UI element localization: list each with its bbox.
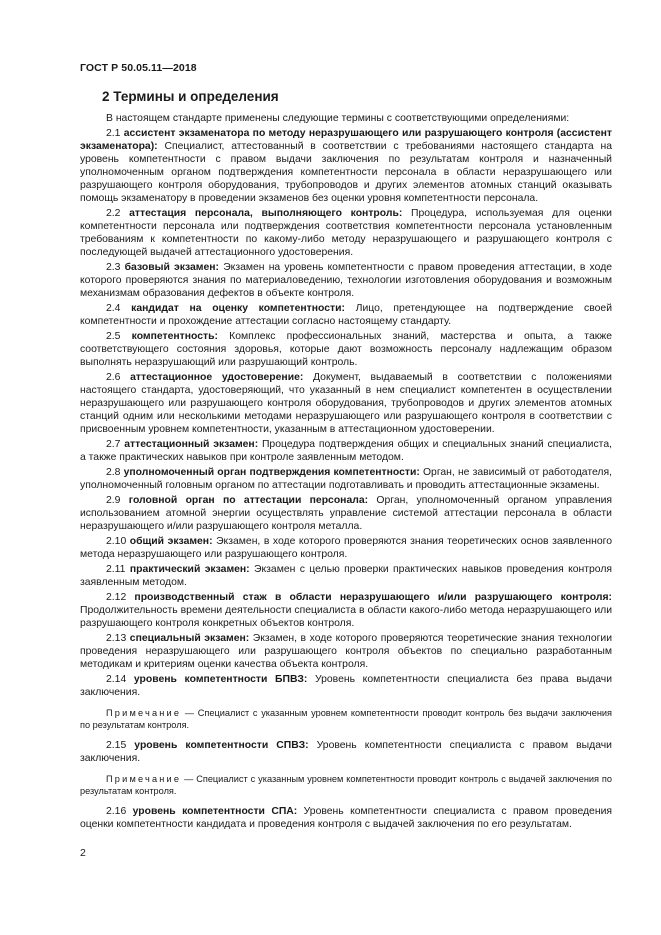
note-label: Примечание xyxy=(106,774,182,784)
term-name: производственный стаж в области неразрушающего и/или разрушающего контроля: xyxy=(134,592,613,603)
page-number: 2 xyxy=(80,847,86,859)
term-entry xyxy=(80,805,612,831)
term-definition: Процедура, используемая для оценки компетентности персонала или подтверждения соответствия компетентности персонала установленным требованиям к компетентности по какому-либо методу неразрушающего и разрушающего контроля с последующей выдачей аттестационного удостоверения. xyxy=(80,208,612,258)
term-entry xyxy=(80,673,612,699)
term-number: 2.8 xyxy=(106,467,121,478)
note-text: — Специалист с указанным уровнем компетентности проводит контроль без выдачи заключения по результатам контроля. xyxy=(80,708,612,730)
term-entry xyxy=(80,330,612,369)
term-name: общий экзамен: xyxy=(129,536,213,547)
term-entry xyxy=(80,535,612,561)
section-title: 2 Термины и определения xyxy=(102,89,279,104)
term-definition: Экзамен, в ходе которого проверяются знания теоретических основ заявленного метода неразрушающего или разрушающего контроля. xyxy=(80,536,612,560)
term-name: аттестационный экзамен: xyxy=(124,439,259,450)
term-entry xyxy=(80,494,612,533)
term-name: уровень компетентности БПВЗ: xyxy=(133,674,308,685)
term-number: 2.4 xyxy=(106,303,121,314)
term-number: 2.13 xyxy=(106,633,127,644)
term-note xyxy=(80,707,612,731)
term-entry xyxy=(80,739,612,765)
term-name: кандидат на оценку компетентности: xyxy=(131,303,345,314)
term-definition: Специалист, аттестованный в соответствии с требованиями настоящего стандарта на уровень компетентности с правом выдачи заключения по результатам контроля и назначенный уполномоченным органом подтверждения компетентности персонала в области неразрушающего или разрушающего контроля оборудования, трубопроводов и других элементов атомных станций оказывать помощь экзаменатору в проведении экзаменов без оценки уровня компетентности персонала. xyxy=(80,141,613,204)
term-number: 2.3 xyxy=(106,262,121,273)
term-definition: Уровень компетентности специалиста без права выдачи заключения. xyxy=(80,674,613,698)
term-entry xyxy=(80,371,612,436)
document-body xyxy=(80,88,612,833)
term-entry xyxy=(80,466,612,492)
term-definition: Орган, не зависимый от работодателя, уполномоченный головным органом по аттестации подготавливать и проводить аттестационные экзамены. xyxy=(80,467,613,491)
term-name: базовый экзамен: xyxy=(124,262,219,273)
term-name: компетентность: xyxy=(131,331,218,342)
note-label: Примечание xyxy=(106,708,182,718)
term-definition: Экзамен на уровень компетентности с правом проведения аттестации, в ходе которого проверяются знания по материаловедению, технологии изготовления оборудования и возможным механизмам образования дефектов в объекте контроля. xyxy=(80,262,613,299)
term-entry xyxy=(80,127,612,205)
term-definition: Документ, выдаваемый в соответствии с положениями настоящего стандарта, удостоверяющий, что указанный в нем специалист компетентен в осуществлении неразрушающего или разрушающего контроля оборудования, трубопроводов и других элементов атомных станций одним или несколькими методами неразрушающего или разрушающего контроля в соответствии с присвоенным уровнем компетентности, указанным в аттестационном удостоверении. xyxy=(80,372,612,435)
term-definition: Экзамен, в ходе которого проверяются теоретические знания технологии проведения неразрушающего или разрушающего контроля объектов по специально разработанным методикам и критериям оценки качества объекта контроля. xyxy=(80,633,613,670)
term-entry xyxy=(80,632,612,671)
term-number: 2.2 xyxy=(106,208,121,219)
term-number: 2.10 xyxy=(106,536,127,547)
term-name: головной орган по аттестации персонала: xyxy=(128,495,369,506)
term-note xyxy=(80,773,612,797)
term-number: 2.5 xyxy=(106,331,121,342)
term-name: уровень компетентности СПА: xyxy=(132,806,298,817)
term-number: 2.15 xyxy=(106,740,127,751)
terms-list xyxy=(80,127,612,831)
term-definition: Уровень компетентности специалиста с правом выдачи заключения. xyxy=(80,740,612,764)
term-name: практический экзамен: xyxy=(129,564,250,575)
term-name: аттестация персонала, выполняющего контроль: xyxy=(129,208,403,219)
term-definition: Орган, уполномоченный органом управления использованием атомной энергии осуществлять управление системой аттестации персонала в области неразрушающего и/или разрушающего контроля металла. xyxy=(80,495,613,532)
term-entry xyxy=(80,438,612,464)
term-name: ассистент экзаменатора по методу неразрушающего или разрушающего контроля (ассистент экзаменатора): xyxy=(80,128,612,152)
term-entry xyxy=(80,591,612,630)
term-number: 2.1 xyxy=(106,128,121,139)
term-number: 2.14 xyxy=(106,674,127,685)
term-definition: Уровень компетентности специалиста с правом проведения оценки компетентности кандидата и проведения контроля с выдачей заключения по его результатам. xyxy=(80,806,613,830)
term-definition: Процедура подтверждения общих и специальных знаний специалиста, а также практических навыков при контроле заявленным методом. xyxy=(80,439,612,463)
term-entry xyxy=(80,563,612,589)
term-name: аттестационное удостоверение: xyxy=(130,372,304,383)
term-number: 2.16 xyxy=(106,806,127,817)
term-number: 2.12 xyxy=(106,592,127,603)
term-entry xyxy=(80,207,612,259)
term-definition: Продолжительность времени деятельности специалиста в области какого-либо метода неразрушающего или разрушающего контроля конкретных объектов контроля. xyxy=(80,605,612,629)
term-entry xyxy=(80,302,612,328)
term-number: 2.9 xyxy=(106,495,121,506)
term-name: уровень компетентности СПВЗ: xyxy=(134,740,309,751)
document-code: ГОСТ Р 50.05.11—2018 xyxy=(80,62,197,74)
term-definition: Экзамен с целью проверки практических навыков проведения контроля заявленным методом. xyxy=(80,564,613,588)
term-name: специальный экзамен: xyxy=(129,633,250,644)
term-definition: Комплекс профессиональных знаний, мастерства и опыта, а также соответствующего состояния здоровья, которые дают возможность персоналу надлежащим образом выполнять неразрушающий или разрушающий контроль. xyxy=(80,331,613,368)
term-entry xyxy=(80,261,612,300)
term-name: уполномоченный орган подтверждения компетентности: xyxy=(123,467,420,478)
note-text: — Специалист с указанным уровнем компетентности проводит контроль с выдачей заключения по результатам контроля. xyxy=(80,774,612,796)
term-number: 2.11 xyxy=(106,564,126,575)
section-intro: В настоящем стандарте применены следующие термины с соответствующими определениями: xyxy=(106,113,570,124)
term-definition: Лицо, претендующее на подтверждение своей компетентности и прохождение аттестации согласно настоящему стандарту. xyxy=(80,303,613,327)
term-number: 2.7 xyxy=(106,439,121,450)
term-number: 2.6 xyxy=(106,372,121,383)
